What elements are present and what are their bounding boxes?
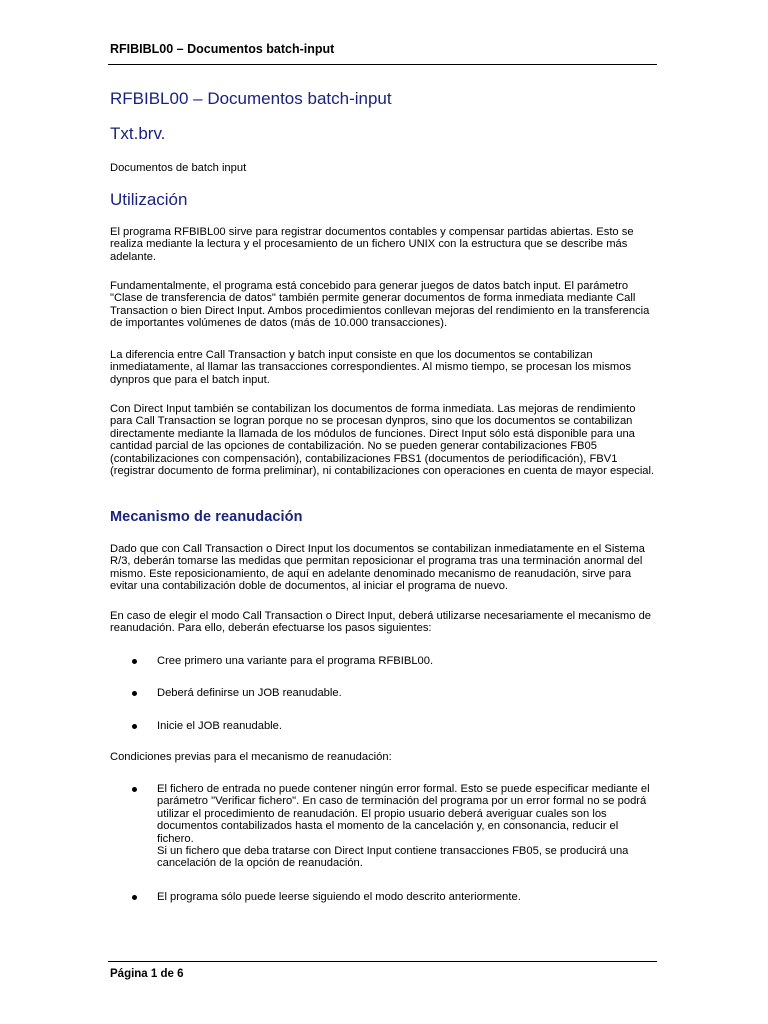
restart-paragraph-2: En caso de elegir el modo Call Transaction o Direct Input, deberá utilizarse necesariamente el mecanismo de reanudación. Para ello, deberán efectuarse los pasos siguientes:	[110, 610, 652, 635]
step-text: Inicie el JOB reanudable.	[157, 720, 283, 732]
usage-heading: Utilización	[110, 190, 188, 209]
restart-heading: Mecanismo de reanudación	[110, 509, 303, 525]
bullet-icon	[132, 659, 137, 664]
precondition-continuation: Si un fichero que deba tratarse con Direct Input contiene transacciones FB05, se producirá una cancelación de la opción de reanudación.	[157, 845, 629, 870]
preconditions-intro: Condiciones previas para el mecanismo de reanudación:	[110, 751, 392, 763]
bullet-icon	[132, 691, 137, 696]
page-header: RFIBIBL00 – Documentos batch-input	[110, 42, 335, 56]
restart-paragraph-1: Dado que con Call Transaction o Direct Input los documentos se contabilizan inmediatamente en el Sistema R/3, deberán tomarse las medidas que permitan reposicionar el programa tras una terminación anormal del mismo. Este reposicionamiento, de aquí en adelante denominado mecanismo de reanudación, sirve para evitar una contabilización doble de documentos, al iniciar el programa de nuevo.	[110, 543, 645, 593]
usage-paragraph-1: El programa RFBIBL00 sirve para registrar documentos contables y compensar partidas abiertas. Esto se realiza mediante la lectura y el procesamiento de un fichero UNIX con la estructura que se describe más adelante.	[110, 226, 634, 263]
step-text: Deberá definirse un JOB reanudable.	[157, 687, 342, 699]
bullet-icon	[132, 895, 137, 900]
document-title: RFBIBL00 – Documentos batch-input	[110, 89, 392, 108]
short-text-heading: Txt.brv.	[110, 124, 166, 143]
precondition-text: El programa sólo puede leerse siguiendo el modo descrito anteriormente.	[157, 891, 521, 903]
short-text: Documentos de batch input	[110, 162, 247, 174]
bullet-icon	[132, 787, 137, 792]
step-text: Cree primero una variante para el programa RFBIBL00.	[157, 655, 434, 667]
usage-paragraph-4: Con Direct Input también se contabilizan los documentos de forma inmediata. Las mejoras de rendimiento para Call Transaction se logran porque no se procesan dynpros, sino que los documentos se contabilizan directamente mediante la llamada de los módulos de funciones. Direct Input sólo está disponible para una cantidad parcial de las opciones de contabilización. No se pueden generar contabilizaciones FB05 (contabilizaciones con compensación), contabilizaciones FBS1 (documentos de periodificación), FBV1 (registrar documento de forma preliminar), ni contabilizaciones con operaciones en cuenta de mayor especial.	[110, 403, 655, 478]
precondition-text: El fichero de entrada no puede contener ningún error formal. Esto se puede especificar mediante el parámetro "Verificar fichero". En caso de terminación del programa por un error formal no se podrá utilizar el procedimiento de reanudación. El propio usuario deberá averiguar cuales son los documentos contabilizados hasta el momento de la cancelación y, en consonancia, reducir el fichero.	[157, 783, 650, 845]
header-divider	[108, 64, 657, 65]
usage-paragraph-3: La diferencia entre Call Transaction y batch input consiste en que los documentos se contabilizan inmediatamente, al llamar las transacciones correspondientes. Al mismo tiempo, se procesan los mismos dynpros que para el batch input.	[110, 349, 632, 386]
bullet-icon	[132, 724, 137, 729]
footer-divider	[108, 961, 657, 962]
usage-paragraph-2: Fundamentalmente, el programa está concebido para generar juegos de datos batch input. El parámetro "Clase de transferencia de datos" también permite generar documentos de forma inmediata mediante Call Transaction o bien Direct Input. Ambos procedimientos conllevan mejoras del rendimiento en la transferencia de importantes volúmenes de datos (más de 10.000 transacciones).	[110, 280, 650, 330]
page-number: Página 1 de 6	[110, 968, 184, 980]
